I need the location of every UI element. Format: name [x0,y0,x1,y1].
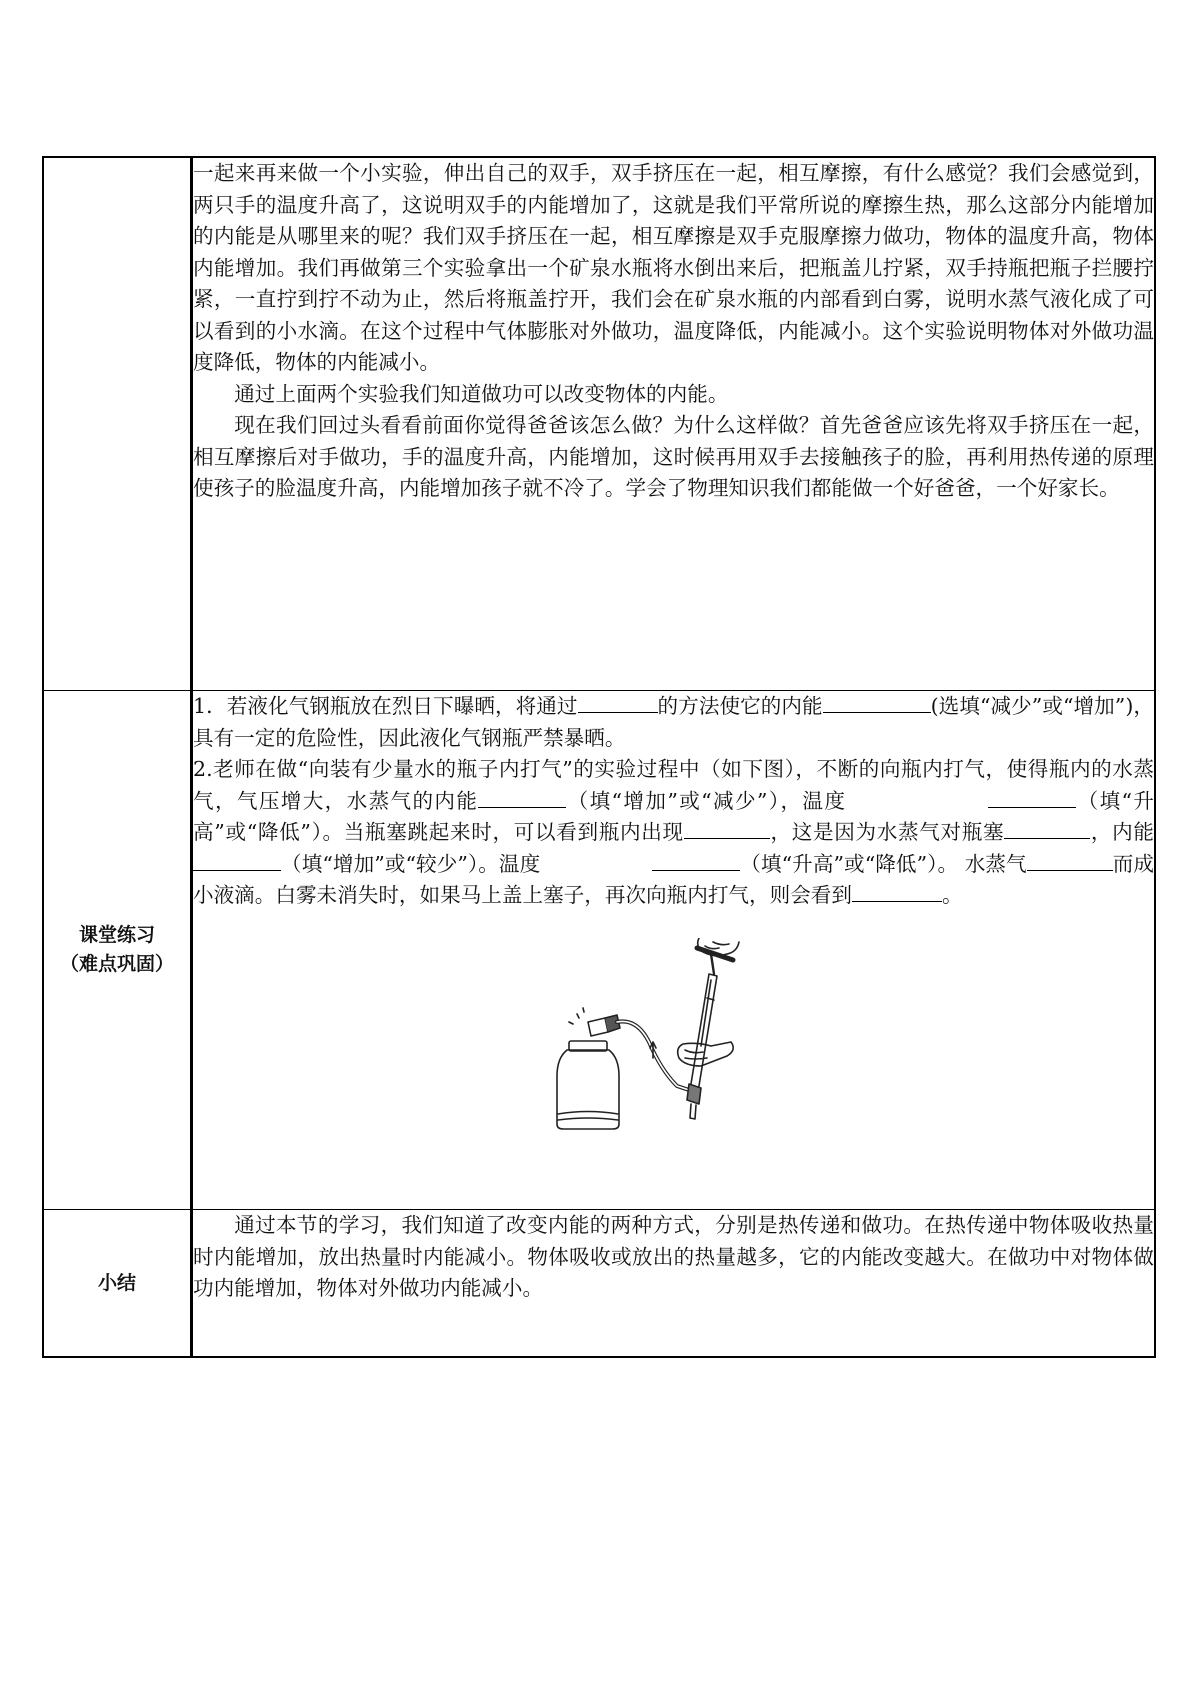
experiment-text-cell [192,157,1156,691]
lesson-sheet [42,156,1156,1358]
question-text: (选填“减少”或“增加”)，具有一定的危险性，因此液化气钢瓶严禁暴晒。 [193,694,1154,750]
summary-paragraph: 通过本节的学习，我们知道了改变内能的两种方式，分别是热传递和做功。在热传递中物体吸收热量时内能增加，放出热量时内能减小。物体吸收或放出的热量越多，它的内能改变越大。在做功中对物体做功内能增加，物体对外做功内能减小。 [193,1213,1154,1300]
question-text: 1．若液化气钢瓶放在烈日下曝晒，将通过 [193,694,578,718]
question-text: 。 [942,883,963,907]
answer-blank [852,883,908,902]
answer-blank [823,694,931,713]
row-label-empty [43,157,192,691]
lesson-table [42,156,1156,1358]
label-line: （难点巩固） [59,953,174,975]
question-text: （填“增加”或“减少”），温度 [566,788,847,813]
question-text: ，这是因为水蒸气对瓶塞 [769,820,1005,844]
answer-blank [478,789,566,808]
answer-blank [908,883,942,902]
table-row [43,157,1155,691]
question-text: 2.老师在做“向装有少量水的瓶子内打气”的实验过程中（如下图），不断的向瓶内打气，使得瓶内的水蒸气，气压增大，水蒸气的内能 [193,757,1154,813]
question-text: ，内能 [1090,820,1155,844]
question-1 [193,691,1154,754]
answer-blank [988,789,1076,808]
answer-blank [1073,852,1113,871]
answer-blank [684,820,770,839]
question-text: 而成小液滴。白雾未消失时，如果马上盖上塞子，再次向瓶内打气，则会看到 [193,851,1155,907]
row-label-summary [43,1210,192,1358]
practice-cell [192,691,1156,1210]
question-text: （填“增加”或“较少”）。温度 [281,851,541,876]
label-line: 小结 [97,1271,136,1294]
answer-blank [652,852,740,871]
answer-blank [193,852,281,871]
paragraph: 一起来再来做一个小实验，伸出自己的双手，双手挤压在一起，相互摩擦，有什么感觉？我们会感觉到，两只手的温度升高了，这说明双手的内能增加了，这就是我们平常所说的摩擦生热，那么这部分内能增加的内能是从哪里来的呢？我们双手挤压在一起，相互摩擦是双手克服摩擦力做功，物体的温度升高，物体内能增加。我们再做第三个实验拿出一个矿泉水瓶将水倒出来后，把瓶盖儿拧紧，双手持瓶把瓶子拦腰拧紧，一直拧到拧不动为止，然后将瓶盖拧开，我们会在矿泉水瓶的内部看到白雾，说明水蒸气液化成了可以看到的小水滴。在这个过程中气体膨胀对外做功，温度降低，内能减小。这个实验说明物体对外做功温度降低，物体的内能减小。 [193,161,1154,374]
question-text: （填“升高”或“降低”）。当瓶塞跳起来时，可以看到瓶内出现 [193,788,1154,844]
paragraph: 现在我们回过头看看前面你觉得爸爸该怎么做？为什么这样做？首先爸爸应该先将双手挤压在一起，相互摩擦后对手做功，手的温度升高，内能增加，这时候再用双手去接触孩子的脸，再利用热传递的原理使孩子的脸温度升高，内能增加孩子就不冷了。学会了物理知识我们都能做一个好爸爸，一个好家长。 [193,413,1154,500]
answer-blank [1027,852,1073,871]
paragraph: 通过上面两个实验我们知道做功可以改变物体的内能。 [234,381,729,406]
question-text: 的方法使它的内能 [657,694,823,718]
answer-blank [578,694,658,713]
table-row [43,1210,1155,1358]
label-line: 课堂练习 [78,924,155,946]
pump-bottle-illustration [551,938,751,1134]
table-row [43,691,1155,1210]
question-2 [193,754,1154,912]
summary-cell [192,1210,1156,1358]
answer-blank [1004,820,1090,839]
row-label-practice [43,691,192,1210]
question-text: （填“升高”或“降低”）。 水蒸气 [740,851,1027,876]
